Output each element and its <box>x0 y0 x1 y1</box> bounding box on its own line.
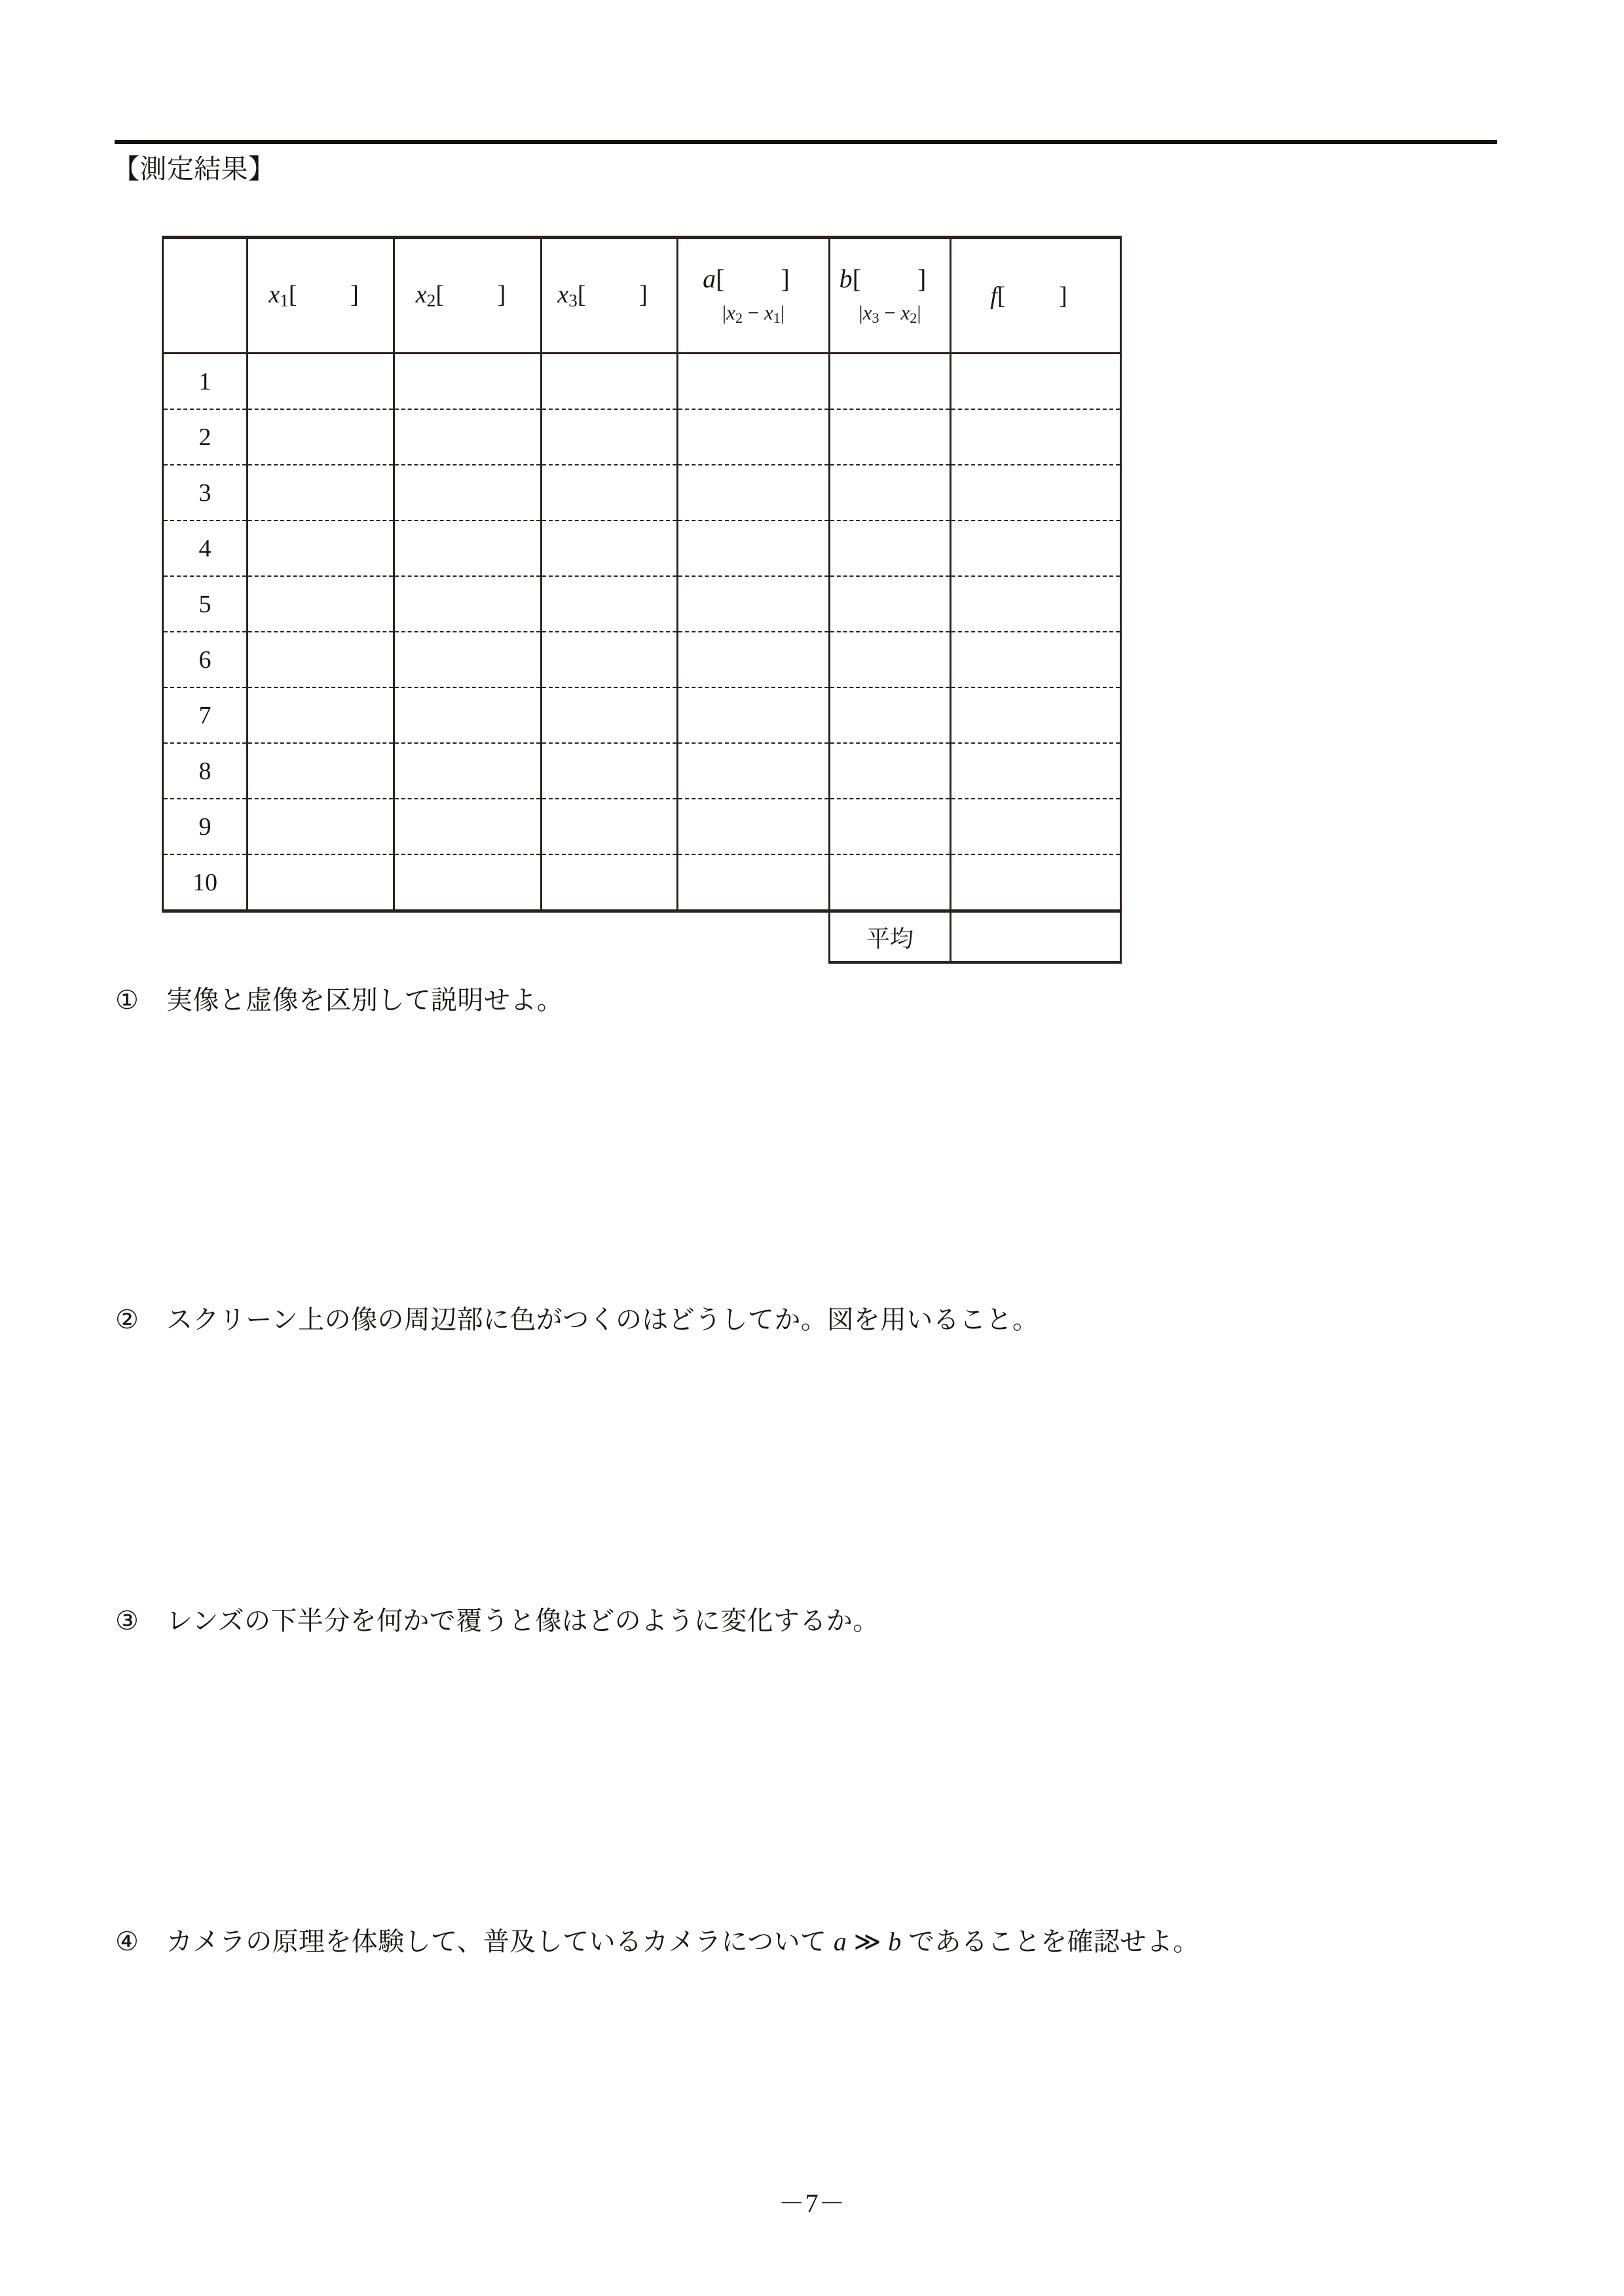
cell-b[interactable] <box>830 354 951 410</box>
cell-x2[interactable] <box>394 354 542 410</box>
row-number-cell: 1 <box>163 354 248 410</box>
cell-x2[interactable] <box>394 576 542 632</box>
cell-x2[interactable] <box>394 632 542 687</box>
question-number: ① <box>115 985 139 1015</box>
cell-b[interactable] <box>830 743 951 799</box>
column-header-x3: x3[ ] <box>542 238 678 354</box>
column-header-a: a[ ] |x2 − x1| <box>678 238 830 354</box>
average-spacer <box>678 911 830 963</box>
table-row <box>163 520 1121 576</box>
column-header-f: f[ ] <box>951 238 1121 354</box>
page-title: 【測定結果】 <box>113 154 276 184</box>
cell-x3[interactable] <box>542 687 678 743</box>
cell-a[interactable] <box>678 854 830 911</box>
cell-a[interactable] <box>678 354 830 410</box>
cell-b[interactable] <box>830 799 951 854</box>
cell-b[interactable] <box>830 632 951 687</box>
cell-f[interactable] <box>951 854 1121 911</box>
row-number-cell: 10 <box>163 854 248 911</box>
cell-x3[interactable] <box>542 743 678 799</box>
cell-b[interactable] <box>830 576 951 632</box>
row-number-cell: 5 <box>163 576 248 632</box>
question-text-before: カメラの原理を体験して、普及しているカメラについて <box>166 1927 834 1956</box>
cell-b[interactable] <box>830 409 951 465</box>
cell-a[interactable] <box>678 465 830 520</box>
measurement-results-table-wrapper <box>162 236 1120 964</box>
question-item-2 <box>115 1307 1039 1333</box>
row-number-cell: 9 <box>163 799 248 854</box>
question-number: ③ <box>115 1606 139 1635</box>
cell-f[interactable] <box>951 632 1121 687</box>
cell-b[interactable] <box>830 465 951 520</box>
cell-x2[interactable] <box>394 799 542 854</box>
column-header-x1: x1[ ] <box>248 238 394 354</box>
cell-x3[interactable] <box>542 520 678 576</box>
question-item-1 <box>115 987 563 1013</box>
average-label: 平均 <box>830 911 951 963</box>
average-spacer <box>248 911 394 963</box>
math-variable-a: a <box>833 1927 847 1956</box>
table-row <box>163 632 1121 687</box>
table-row <box>163 465 1121 520</box>
column-header-row-number <box>163 238 248 354</box>
cell-x3[interactable] <box>542 799 678 854</box>
cell-a[interactable] <box>678 687 830 743</box>
cell-f[interactable] <box>951 354 1121 410</box>
cell-a[interactable] <box>678 576 830 632</box>
cell-x2[interactable] <box>394 743 542 799</box>
table-header-row <box>163 238 1121 354</box>
question-number: ② <box>115 1305 139 1334</box>
cell-a[interactable] <box>678 520 830 576</box>
cell-x3[interactable] <box>542 576 678 632</box>
question-text: スクリーン上の像の周辺部に色がつくのはどうしてか。図を用いること。 <box>166 1305 1039 1334</box>
cell-x1[interactable] <box>248 465 394 520</box>
page-number: －7－ <box>778 2189 846 2218</box>
cell-x1[interactable] <box>248 687 394 743</box>
cell-f[interactable] <box>951 576 1121 632</box>
cell-x3[interactable] <box>542 354 678 410</box>
cell-x3[interactable] <box>542 632 678 687</box>
measurement-results-table <box>162 236 1122 964</box>
cell-x3[interactable] <box>542 465 678 520</box>
table-row <box>163 576 1121 632</box>
table-body <box>163 354 1121 963</box>
cell-x1[interactable] <box>248 354 394 410</box>
average-spacer <box>394 911 542 963</box>
column-header-x2: x2[ ] <box>394 238 542 354</box>
cell-x2[interactable] <box>394 409 542 465</box>
table-row <box>163 854 1121 911</box>
average-spacer <box>542 911 678 963</box>
cell-b[interactable] <box>830 687 951 743</box>
cell-x2[interactable] <box>394 687 542 743</box>
cell-x2[interactable] <box>394 520 542 576</box>
average-value-cell[interactable] <box>951 911 1121 963</box>
question-item-3 <box>115 1608 879 1634</box>
cell-f[interactable] <box>951 465 1121 520</box>
row-number-cell: 3 <box>163 465 248 520</box>
table-row <box>163 409 1121 465</box>
row-number-cell: 6 <box>163 632 248 687</box>
cell-f[interactable] <box>951 409 1121 465</box>
cell-x3[interactable] <box>542 409 678 465</box>
table-row <box>163 799 1121 854</box>
cell-x1[interactable] <box>248 799 394 854</box>
cell-x1[interactable] <box>248 632 394 687</box>
row-number-cell: 7 <box>163 687 248 743</box>
table-row <box>163 687 1121 743</box>
math-operator-much-greater: ≫ <box>847 1927 889 1956</box>
cell-f[interactable] <box>951 687 1121 743</box>
row-number-cell: 4 <box>163 520 248 576</box>
cell-f[interactable] <box>951 743 1121 799</box>
table-row <box>163 743 1121 799</box>
cell-f[interactable] <box>951 520 1121 576</box>
question-text: 実像と虚像を区別して説明せよ。 <box>166 985 563 1015</box>
cell-x3[interactable] <box>542 854 678 911</box>
question-item-4 <box>115 1929 1200 1955</box>
question-number: ④ <box>115 1927 139 1956</box>
cell-x1[interactable] <box>248 409 394 465</box>
header-rule <box>115 140 1497 144</box>
cell-b[interactable] <box>830 520 951 576</box>
cell-a[interactable] <box>678 799 830 854</box>
row-number-cell: 8 <box>163 743 248 799</box>
average-spacer <box>163 911 248 963</box>
cell-f[interactable] <box>951 799 1121 854</box>
cell-x1[interactable] <box>248 854 394 911</box>
table-row <box>163 354 1121 410</box>
cell-x2[interactable] <box>394 854 542 911</box>
cell-x2[interactable] <box>394 465 542 520</box>
cell-x1[interactable] <box>248 520 394 576</box>
question-text-after: であることを確認せよ。 <box>901 1927 1200 1956</box>
cell-a[interactable] <box>678 743 830 799</box>
cell-a[interactable] <box>678 409 830 465</box>
row-number-cell: 2 <box>163 409 248 465</box>
column-header-b: b[ ] |x3 − x2| <box>830 238 951 354</box>
cell-x1[interactable] <box>248 743 394 799</box>
cell-x1[interactable] <box>248 576 394 632</box>
math-variable-b: b <box>888 1927 902 1956</box>
cell-a[interactable] <box>678 632 830 687</box>
cell-b[interactable] <box>830 854 951 911</box>
question-text: レンズの下半分を何かで覆うと像はどのように変化するか。 <box>166 1606 879 1635</box>
average-row <box>163 911 1121 963</box>
